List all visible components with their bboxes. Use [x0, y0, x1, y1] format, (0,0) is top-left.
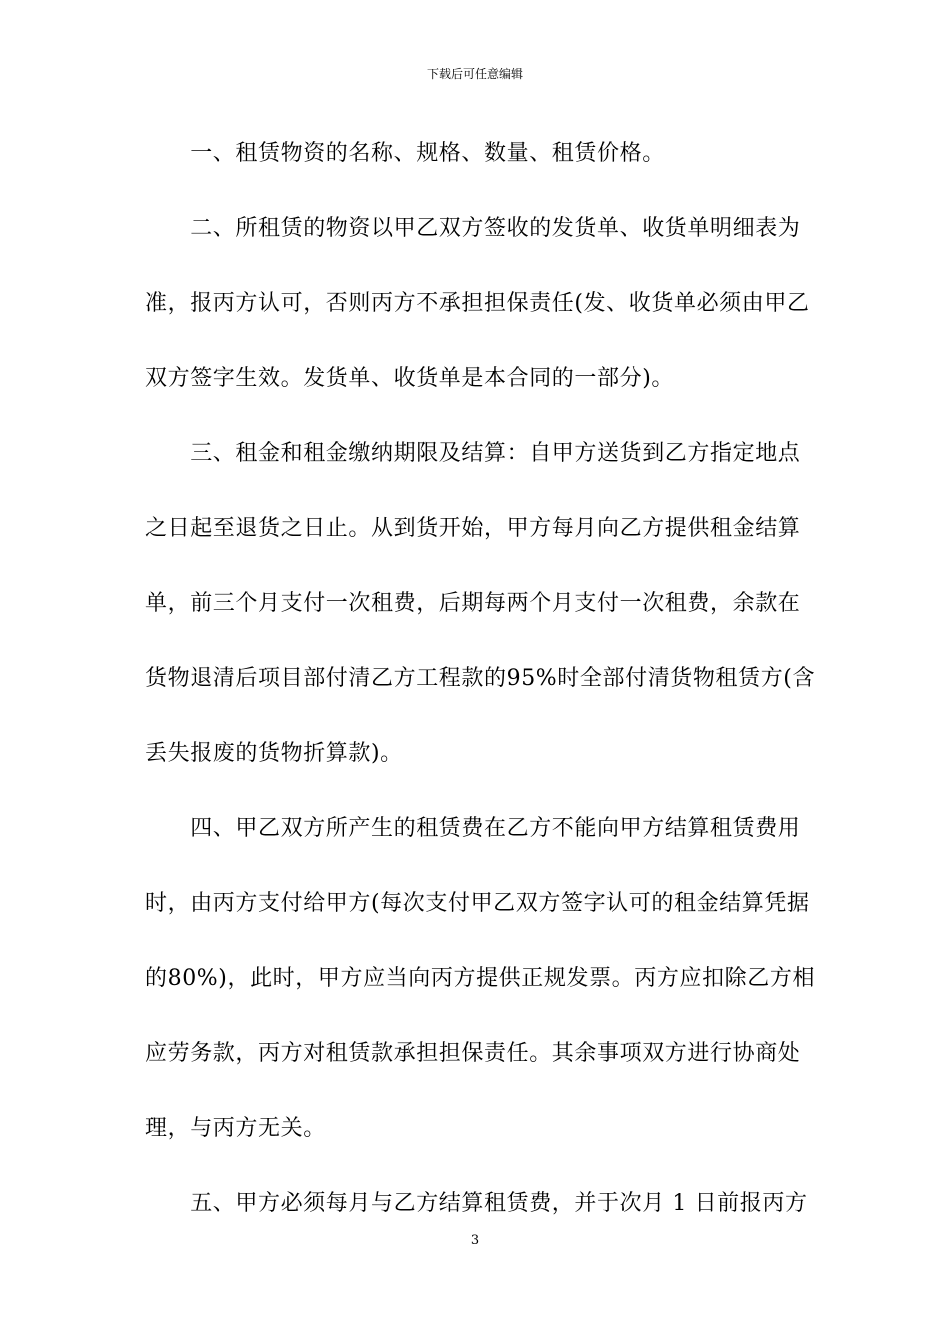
- text-line: 三、租金和租金缴纳期限及结算：自甲方送货到乙方指定地点: [145, 441, 801, 466]
- text-line: 单，前三个月支付一次租费，后期每两个月支付一次租费，余款在: [145, 591, 801, 616]
- document-body: [145, 126, 816, 1251]
- text-line: 一、租赁物资的名称、规格、数量、租赁价格。: [145, 141, 665, 166]
- text-line: 五、甲方必须每月与乙方结算租赁费，并于次月 1 日前报丙方: [145, 1191, 808, 1216]
- text-line: 时，由丙方支付给甲方(每次支付甲乙双方签字认可的租金结算凭据: [145, 891, 810, 916]
- text-line: 货物退清后项目部付清乙方工程款的95%时全部付清货物租赁方(含: [145, 666, 816, 691]
- text-line: 准，报丙方认可，否则丙方不承担担保责任(发、收货单必须由甲乙: [145, 291, 810, 316]
- text-line: 双方签字生效。发货单、收货单是本合同的一部分)。: [145, 366, 674, 391]
- text-line: 丢失报废的货物折算款)。: [145, 741, 403, 766]
- page-header: 下载后可任意编辑: [426, 67, 523, 81]
- text-line: 理，与丙方无关。: [145, 1116, 326, 1141]
- text-line: 四、甲乙双方所产生的租赁费在乙方不能向甲方结算租赁费用: [145, 816, 801, 841]
- text-line: 二、所租赁的物资以甲乙双方签收的发货单、收货单明细表为: [145, 216, 801, 241]
- text-line: 之日起至退货之日止。从到货开始，甲方每月向乙方提供租金结算: [145, 516, 801, 541]
- text-line: 应劳务款，丙方对租赁款承担担保责任。其余事项双方进行协商处: [145, 1041, 801, 1066]
- page-number: 3: [470, 1233, 480, 1248]
- text-line: 的80%)，此时，甲方应当向丙方提供正规发票。丙方应扣除乙方相: [145, 966, 816, 991]
